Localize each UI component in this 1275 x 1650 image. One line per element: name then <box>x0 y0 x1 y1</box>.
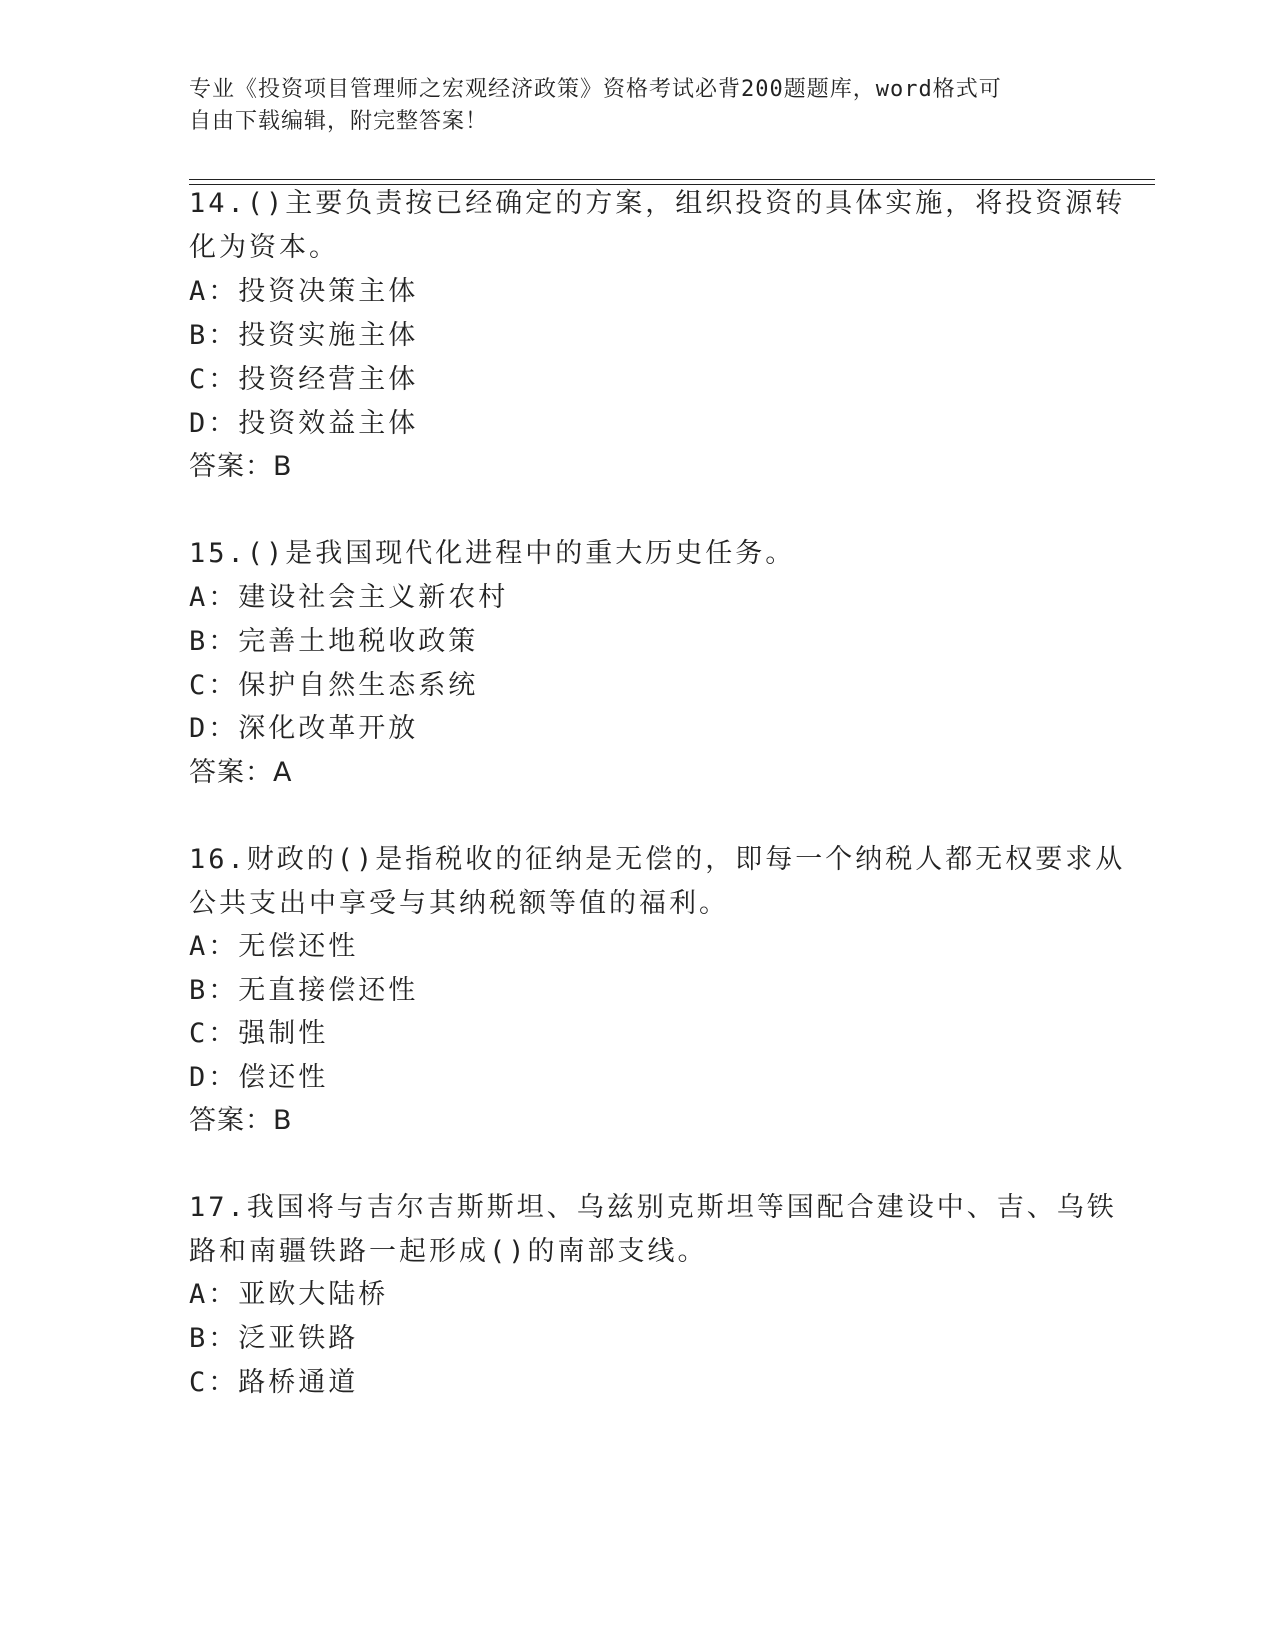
option-b: B：完善土地税收政策 <box>189 626 479 657</box>
option-a: A：建设社会主义新农村 <box>189 582 509 613</box>
question-stem-line: 路和南疆铁路一起形成()的南部支线。 <box>189 1236 708 1267</box>
option-d: D：偿还性 <box>189 1062 329 1093</box>
question-stem-line: 16.财政的()是指税收的征纳是无偿的，即每一个纳税人都无权要求从 <box>189 844 1126 875</box>
option-a: A：无偿还性 <box>189 931 359 962</box>
answer-label: 答案：A <box>189 757 293 788</box>
question-stem-line: 化为资本。 <box>189 232 339 263</box>
question-stem-line: 15.()是我国现代化进程中的重大历史任务。 <box>189 538 796 569</box>
option-b: B：泛亚铁路 <box>189 1323 359 1354</box>
header-line-2: 自由下载编辑，附完整答案！ <box>189 109 489 134</box>
header-rule-top <box>189 179 1155 180</box>
answer-label: 答案：B <box>189 1105 293 1136</box>
option-a: A：投资决策主体 <box>189 276 419 307</box>
option-c: C：路桥通道 <box>189 1367 359 1398</box>
option-b: B：投资实施主体 <box>189 320 419 351</box>
option-c: C：保护自然生态系统 <box>189 670 479 701</box>
option-c: C：投资经营主体 <box>189 364 419 395</box>
question-stem-line: 14.()主要负责按已经确定的方案，组织投资的具体实施，将投资源转 <box>189 188 1126 219</box>
header-line-1: 专业《投资项目管理师之宏观经济政策》资格考试必背200题题库，word格式可 <box>189 77 1002 102</box>
option-d: D：深化改革开放 <box>189 713 419 744</box>
option-d: D：投资效益主体 <box>189 408 419 439</box>
document-header <box>189 74 1069 138</box>
option-b: B：无直接偿还性 <box>189 975 419 1006</box>
option-c: C：强制性 <box>189 1018 329 1049</box>
option-a: A：亚欧大陆桥 <box>189 1279 389 1310</box>
question-stem-line: 17.我国将与吉尔吉斯斯坦、乌兹别克斯坦等国配合建设中、吉、乌铁 <box>189 1192 1117 1223</box>
answer-label: 答案：B <box>189 451 293 482</box>
question-stem-line: 公共支出中享受与其纳税额等值的福利。 <box>189 888 729 919</box>
